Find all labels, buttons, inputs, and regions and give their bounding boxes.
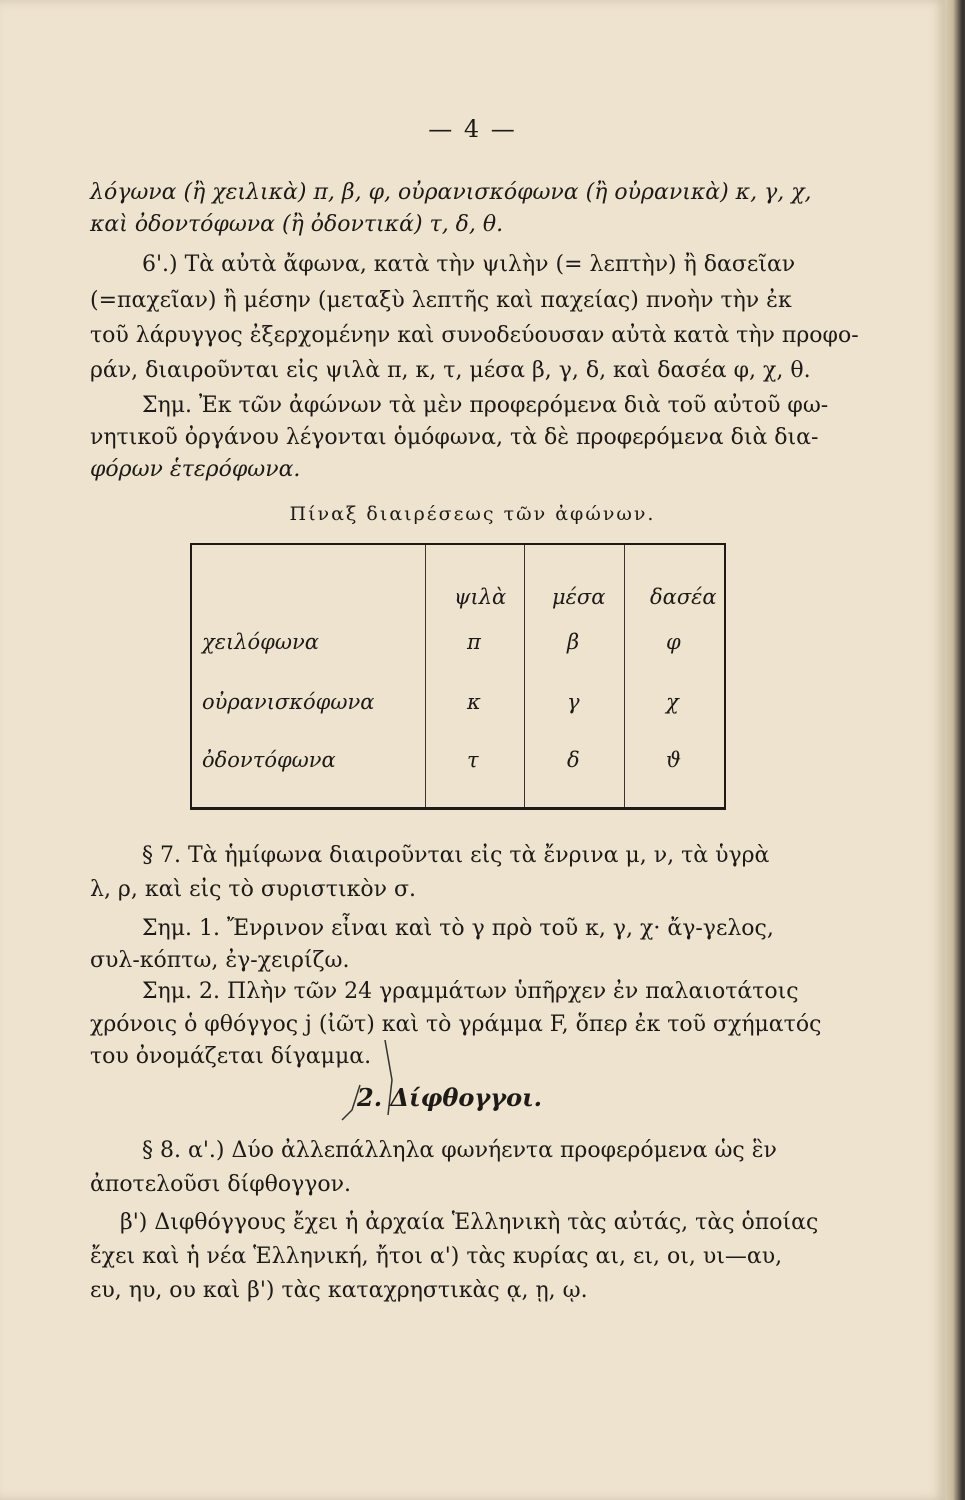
table-caption: Πίναξ διαιρέσεως τῶν ἀφώνων. <box>289 503 656 525</box>
text-line: ράν, διαιροῦνται εἰς ψιλὰ π, κ, τ, μέσα β, γ, δ, καὶ δασέα φ, χ, θ. <box>90 358 811 383</box>
table-divider <box>624 545 625 807</box>
text-line: καὶ ὀδοντόφωνα (ἢ ὀδοντικά) τ, δ, θ. <box>90 212 504 237</box>
text-line: β') Διφθόγγους ἔχει ἡ ἀρχαία Ἑλληνικὴ τὰς αὐτάς, τὰς ὁποίας <box>120 1210 819 1235</box>
table-row-label: χειλόφωνα <box>202 630 319 654</box>
text-line: νητικοῦ ὀργάνου λέγονται ὁμόφωνα, τὰ δὲ προφερόμενα διὰ δια- <box>90 425 819 450</box>
text-line: Σημ. 1. Ἔνρινον εἶναι καὶ τὸ γ πρὸ τοῦ κ, γ, χ· ἄγ-γελος, <box>142 916 774 941</box>
table-cell: γ <box>567 690 580 714</box>
table-cell: δ <box>567 748 580 772</box>
text-line: φόρων ἑτερόφωνα. <box>90 457 301 482</box>
text-line: Σημ. 2. Πλὴν τῶν 24 γραμμάτων ὑπῆρχεν ἐν παλαιοτάτοις <box>142 979 799 1004</box>
text-line: ἀποτελοῦσι δίφθογγον. <box>90 1172 352 1197</box>
text-line: συλ-κόπτω, ἐγ-χειρίζω. <box>90 948 350 973</box>
table-cell: χ <box>666 690 679 714</box>
text-line: λόγωνα (ἢ χειλικὰ) π, β, φ, οὐρανισκόφωνα (ἢ οὐρανικὰ) κ, γ, χ, <box>90 180 812 205</box>
table-divider <box>425 545 426 807</box>
page-edge <box>945 0 965 1500</box>
text-line: ευ, ηυ, ου καὶ β') τὰς καταχρηστικὰς ᾳ, ῃ, ῳ. <box>90 1278 588 1303</box>
text-line: 6'.) Τὰ αὐτὰ ἄφωνα, κατὰ τὴν ψιλὴν (= λεπτὴν) ἢ δασεῖαν <box>142 252 796 277</box>
text-line: τοῦ λάρυγγος ἐξερχομένην καὶ συνοδεύουσαν αὐτὰ κατὰ τὴν προφο- <box>90 323 859 348</box>
text-line: του ὀνομάζεται δίγαμμα. <box>90 1044 372 1069</box>
table-cell: β <box>567 630 580 654</box>
table-cell: τ <box>467 748 479 772</box>
table-cell: π <box>467 630 481 654</box>
table-header: μέσα <box>552 585 606 609</box>
table-divider <box>524 545 525 807</box>
text-line: χρόνοις ὁ φθόγγος j (ἰῶτ) καὶ τὸ γράμμα F, ὅπερ ἐκ τοῦ σχήματός <box>90 1012 822 1037</box>
text-line: ἔχει καὶ ἡ νέα Ἑλληνική, ἤτοι α') τὰς κυρίας αι, ει, οι, υι—αυ, <box>90 1244 783 1269</box>
table-header: δασέα <box>650 585 717 609</box>
text-line: λ, ρ, καὶ εἰς τὸ συριστικὸν σ. <box>90 877 416 902</box>
text-line: § 8. α'.) Δύο ἀλλεπάλληλα φωνήεντα προφερόμενα ὡς ἓν <box>142 1138 777 1163</box>
consonant-table <box>190 543 726 810</box>
table-cell: φ <box>666 630 681 654</box>
table-row-label: ὀδοντόφωνα <box>202 748 336 772</box>
table-cell: κ <box>467 690 481 714</box>
table-cell: ϑ <box>666 748 682 772</box>
table-header: ψιλὰ <box>454 585 507 609</box>
page-number: — 4 — <box>428 115 517 143</box>
text-line: § 7. Τὰ ἡμίφωνα διαιροῦνται εἰς τὰ ἔνρινα μ, ν, τὰ ὑγρὰ <box>142 843 770 868</box>
text-line: (=παχεῖαν) ἢ μέσην (μεταξὺ λεπτῆς καὶ παχείας) πνοὴν τὴν ἐκ <box>90 288 792 313</box>
table-row-label: οὐρανισκόφωνα <box>202 690 375 714</box>
section-heading: 2. Δίφθογγοι. <box>357 1083 543 1112</box>
text-line: Σημ. Ἐκ τῶν ἀφώνων τὰ μὲν προφερόμενα διὰ τοῦ αὐτοῦ φω- <box>142 393 829 418</box>
